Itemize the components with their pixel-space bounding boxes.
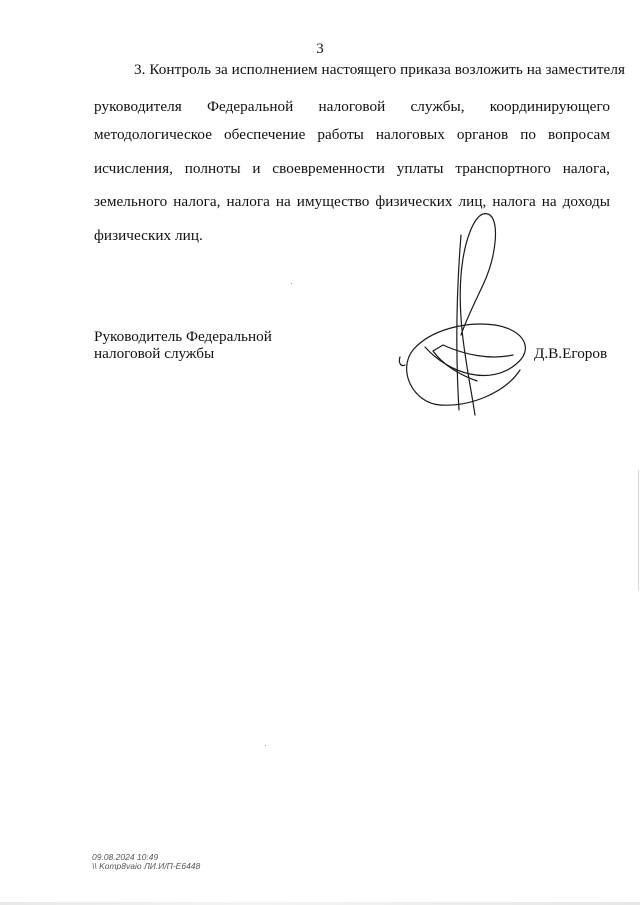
signatory-title [94, 328, 272, 362]
signature-stroke [399, 357, 405, 366]
signature-stroke [433, 351, 477, 381]
footer-timestamp: 09.08.2024 10:49 [92, 852, 159, 862]
paragraph-line: методологическое обеспечение работы налоговых органов по вопросам [94, 126, 610, 143]
paragraph-line: физических лиц. [94, 227, 203, 244]
signatory-title-line: налоговой службы [94, 345, 215, 362]
scan-speck [265, 745, 266, 746]
paragraph-line: руководителя Федеральной налоговой службы, координирующего [94, 98, 610, 115]
paragraph-line: 3. Контроль за исполнением настоящего приказа возложить на заместителя [134, 61, 625, 78]
paragraph-line: земельного налога, налога на имущество физических лиц, налога на доходы [94, 193, 610, 210]
scan-speck [291, 283, 292, 284]
signature-stroke [407, 324, 526, 405]
page-number: 3 [316, 41, 324, 57]
scan-edge [638, 470, 639, 590]
handwritten-signature [395, 205, 535, 430]
signatory-name: Д.В.Егоров [534, 345, 608, 362]
signatory-title-line: Руководитель Федеральной [94, 328, 272, 345]
signature-stroke [433, 345, 513, 357]
footer-stamp [92, 853, 200, 871]
paragraph-line: исчисления, полноты и своевременности уплаты транспортного налога, [94, 160, 610, 177]
signature-stroke [457, 235, 461, 410]
signature-stroke [460, 214, 495, 415]
footer-path: \\ Komp8vaio ЛИ.И/П-Е6448 [92, 861, 201, 871]
